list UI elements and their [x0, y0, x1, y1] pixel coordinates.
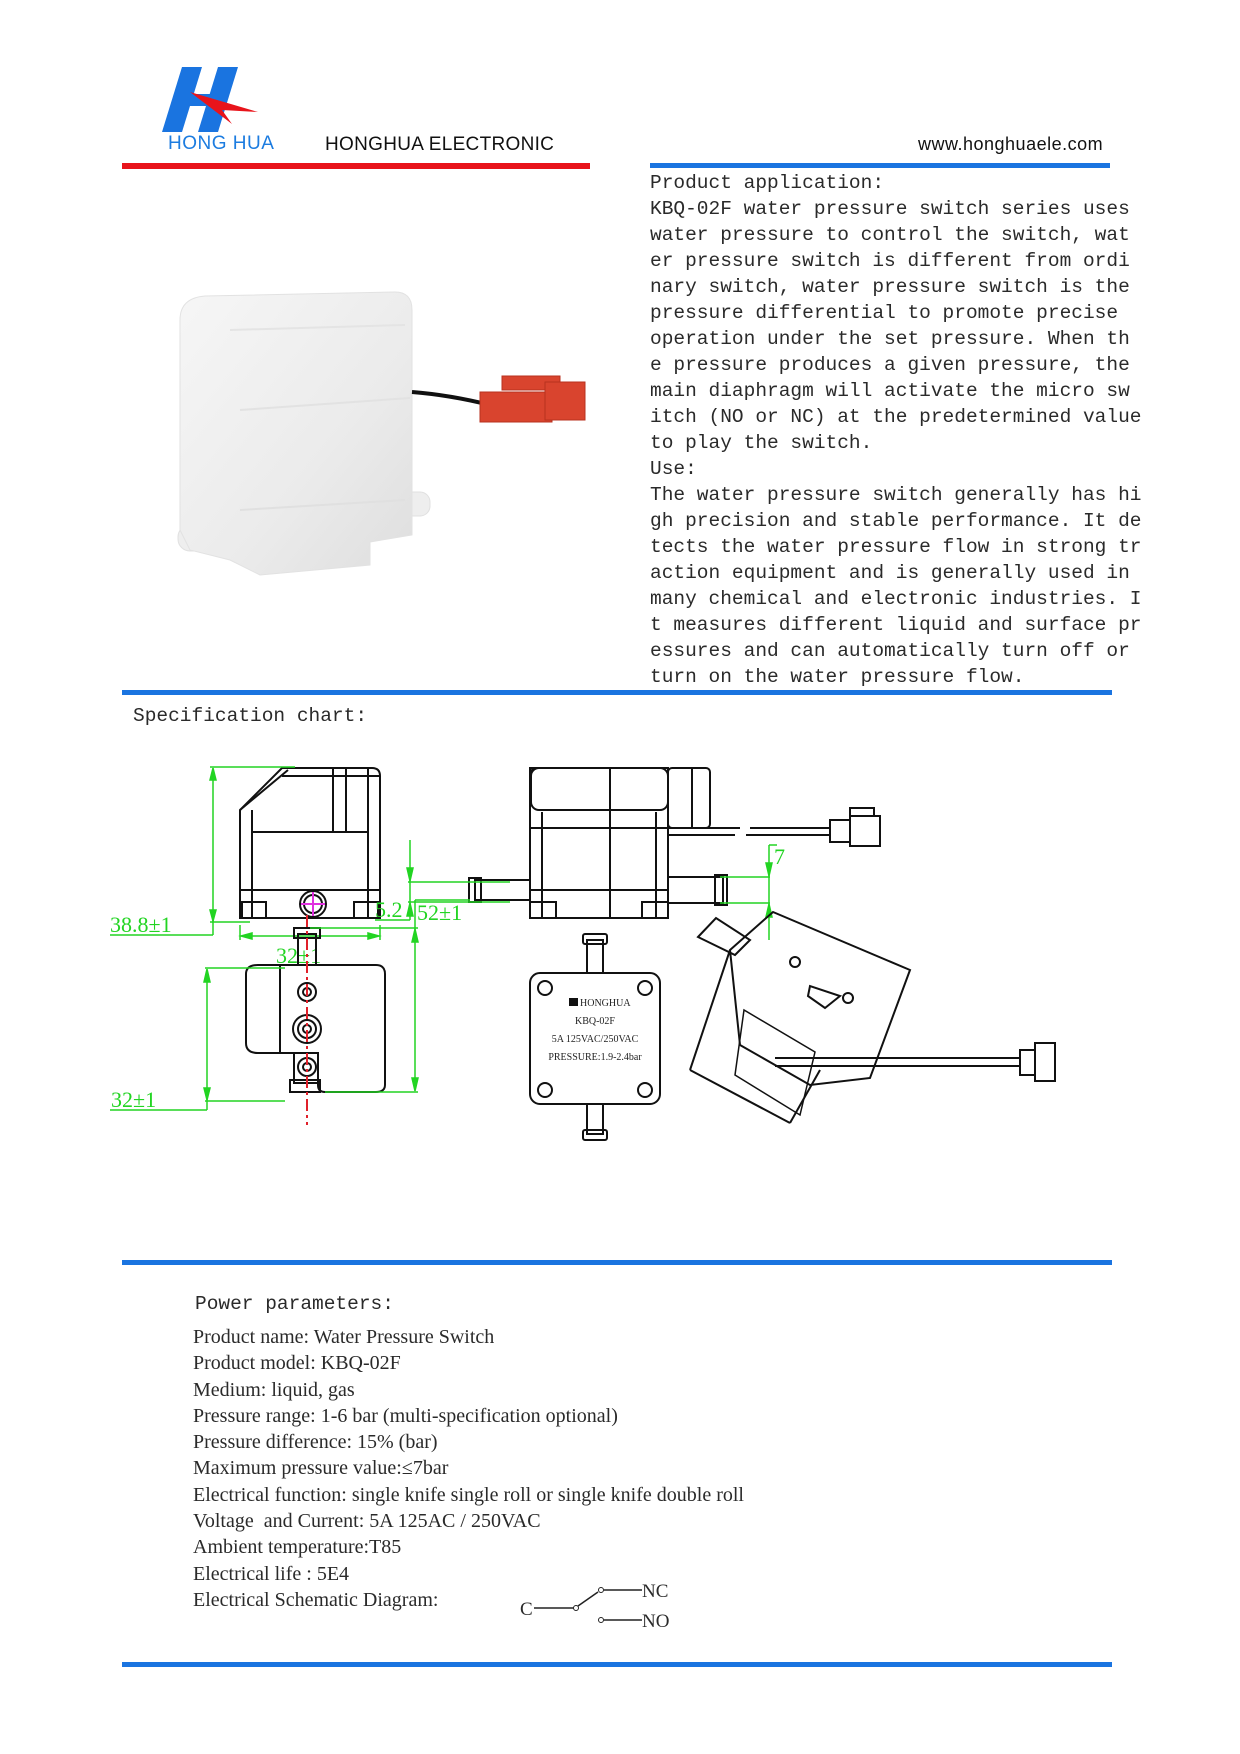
dim-body-height: 32±1: [111, 1087, 157, 1112]
schematic-no: NO: [642, 1611, 670, 1632]
application-line: The water pressure switch generally has hi: [650, 484, 1142, 506]
application-line: action equipment and is generally used in: [650, 562, 1130, 584]
dim-total-length: 52±1: [417, 900, 463, 925]
param-max-pressure: Maximum pressure value:≤7bar: [193, 1457, 449, 1480]
param-medium: Medium: liquid, gas: [193, 1378, 355, 1401]
header-red-divider: [122, 163, 590, 169]
param-electrical-life: Electrical life : 5E4: [193, 1562, 350, 1585]
spec-chart-title: Specification chart:: [133, 705, 368, 727]
param-electrical-function: Electrical function: single knife single roll or single knife double roll: [193, 1483, 744, 1506]
application-text: [650, 170, 1141, 690]
application-line: main diaphragm will activate the micro sw: [650, 380, 1130, 402]
application-line: water pressure to control the switch, wat: [650, 224, 1130, 246]
application-line: pressure differential to promote precise: [650, 302, 1119, 324]
param-pressure-range: Pressure range: 1-6 bar (multi-specification optional): [193, 1404, 618, 1427]
plate-model: KBQ-02F: [574, 1016, 616, 1027]
plate-rating: 5A 125VAC/250VAC: [551, 1034, 639, 1045]
application-line: turn on the water pressure flow.: [650, 666, 1025, 688]
param-product-name: Product name: Water Pressure Switch: [193, 1326, 495, 1348]
footer-divider: [122, 1662, 1112, 1667]
dim-port-left: 5.2: [375, 897, 403, 922]
section-divider-1: [122, 690, 1112, 695]
application-line: nary switch, water pressure switch is the: [650, 276, 1130, 298]
honghua-mini-logo-icon: [569, 998, 578, 1006]
application-line: Use:: [650, 458, 697, 480]
param-pressure-difference: Pressure difference: 15% (bar): [193, 1431, 438, 1454]
isometric-view: [690, 912, 1055, 1123]
plate-pressure: PRESSURE:1.9-2.4bar: [548, 1052, 642, 1063]
side-view: [469, 768, 880, 918]
application-line: many chemical and electronic industries. I: [650, 588, 1142, 610]
dim-height-front: 38.8±1: [110, 912, 172, 937]
application-line: tects the water pressure flow in strong tr: [650, 536, 1142, 558]
param-product-model: Product model: KBQ-02F: [193, 1352, 401, 1375]
application-line: essures and can automatically turn off or: [650, 640, 1130, 662]
dim-width-front: 32±1: [276, 943, 322, 968]
company-name: HONGHUA ELECTRONIC: [325, 134, 555, 155]
application-line: er pressure switch is different from ordi: [650, 250, 1130, 272]
logo-text: HONG HUA: [168, 133, 275, 154]
application-line: gh precision and stable performance. It de: [650, 510, 1142, 532]
header-blue-divider: [650, 163, 1110, 168]
plate-brand: HONGHUA: [580, 998, 631, 1009]
power-parameters-title: Power parameters:: [195, 1293, 394, 1315]
section-divider-2: [122, 1260, 1112, 1265]
logo-h-star-icon: [160, 62, 270, 137]
technical-drawing: [110, 740, 1180, 1240]
website-link[interactable]: www.honghuaele.com: [918, 134, 1104, 154]
top-view: [246, 915, 385, 1125]
application-line: to play the switch.: [650, 432, 873, 454]
param-schematic-label: Electrical Schematic Diagram:: [193, 1588, 439, 1611]
front-view: [240, 768, 380, 918]
application-line: Product application:: [650, 172, 885, 194]
param-voltage-current: Voltage and Current: 5A 125AC / 250VAC: [193, 1510, 541, 1533]
application-line: e pressure produces a given pressure, the: [650, 354, 1130, 376]
schematic-common: C: [520, 1599, 533, 1620]
power-parameters-list: [193, 1324, 744, 1613]
electrical-schematic: [520, 1580, 680, 1638]
application-line: operation under the set pressure. When th: [650, 328, 1130, 350]
switch-schematic-icon: [520, 1580, 680, 1638]
schematic-nc: NC: [642, 1581, 669, 1602]
application-line: KBQ-02F water pressure switch series uses: [650, 198, 1130, 220]
product-photo: [150, 280, 610, 600]
param-ambient-temperature: Ambient temperature:T85: [193, 1536, 402, 1559]
application-line: itch (NO or NC) at the predetermined value: [650, 406, 1142, 428]
application-line: t measures different liquid and surface pr: [650, 614, 1142, 636]
dim-port-right: 7: [774, 844, 785, 869]
